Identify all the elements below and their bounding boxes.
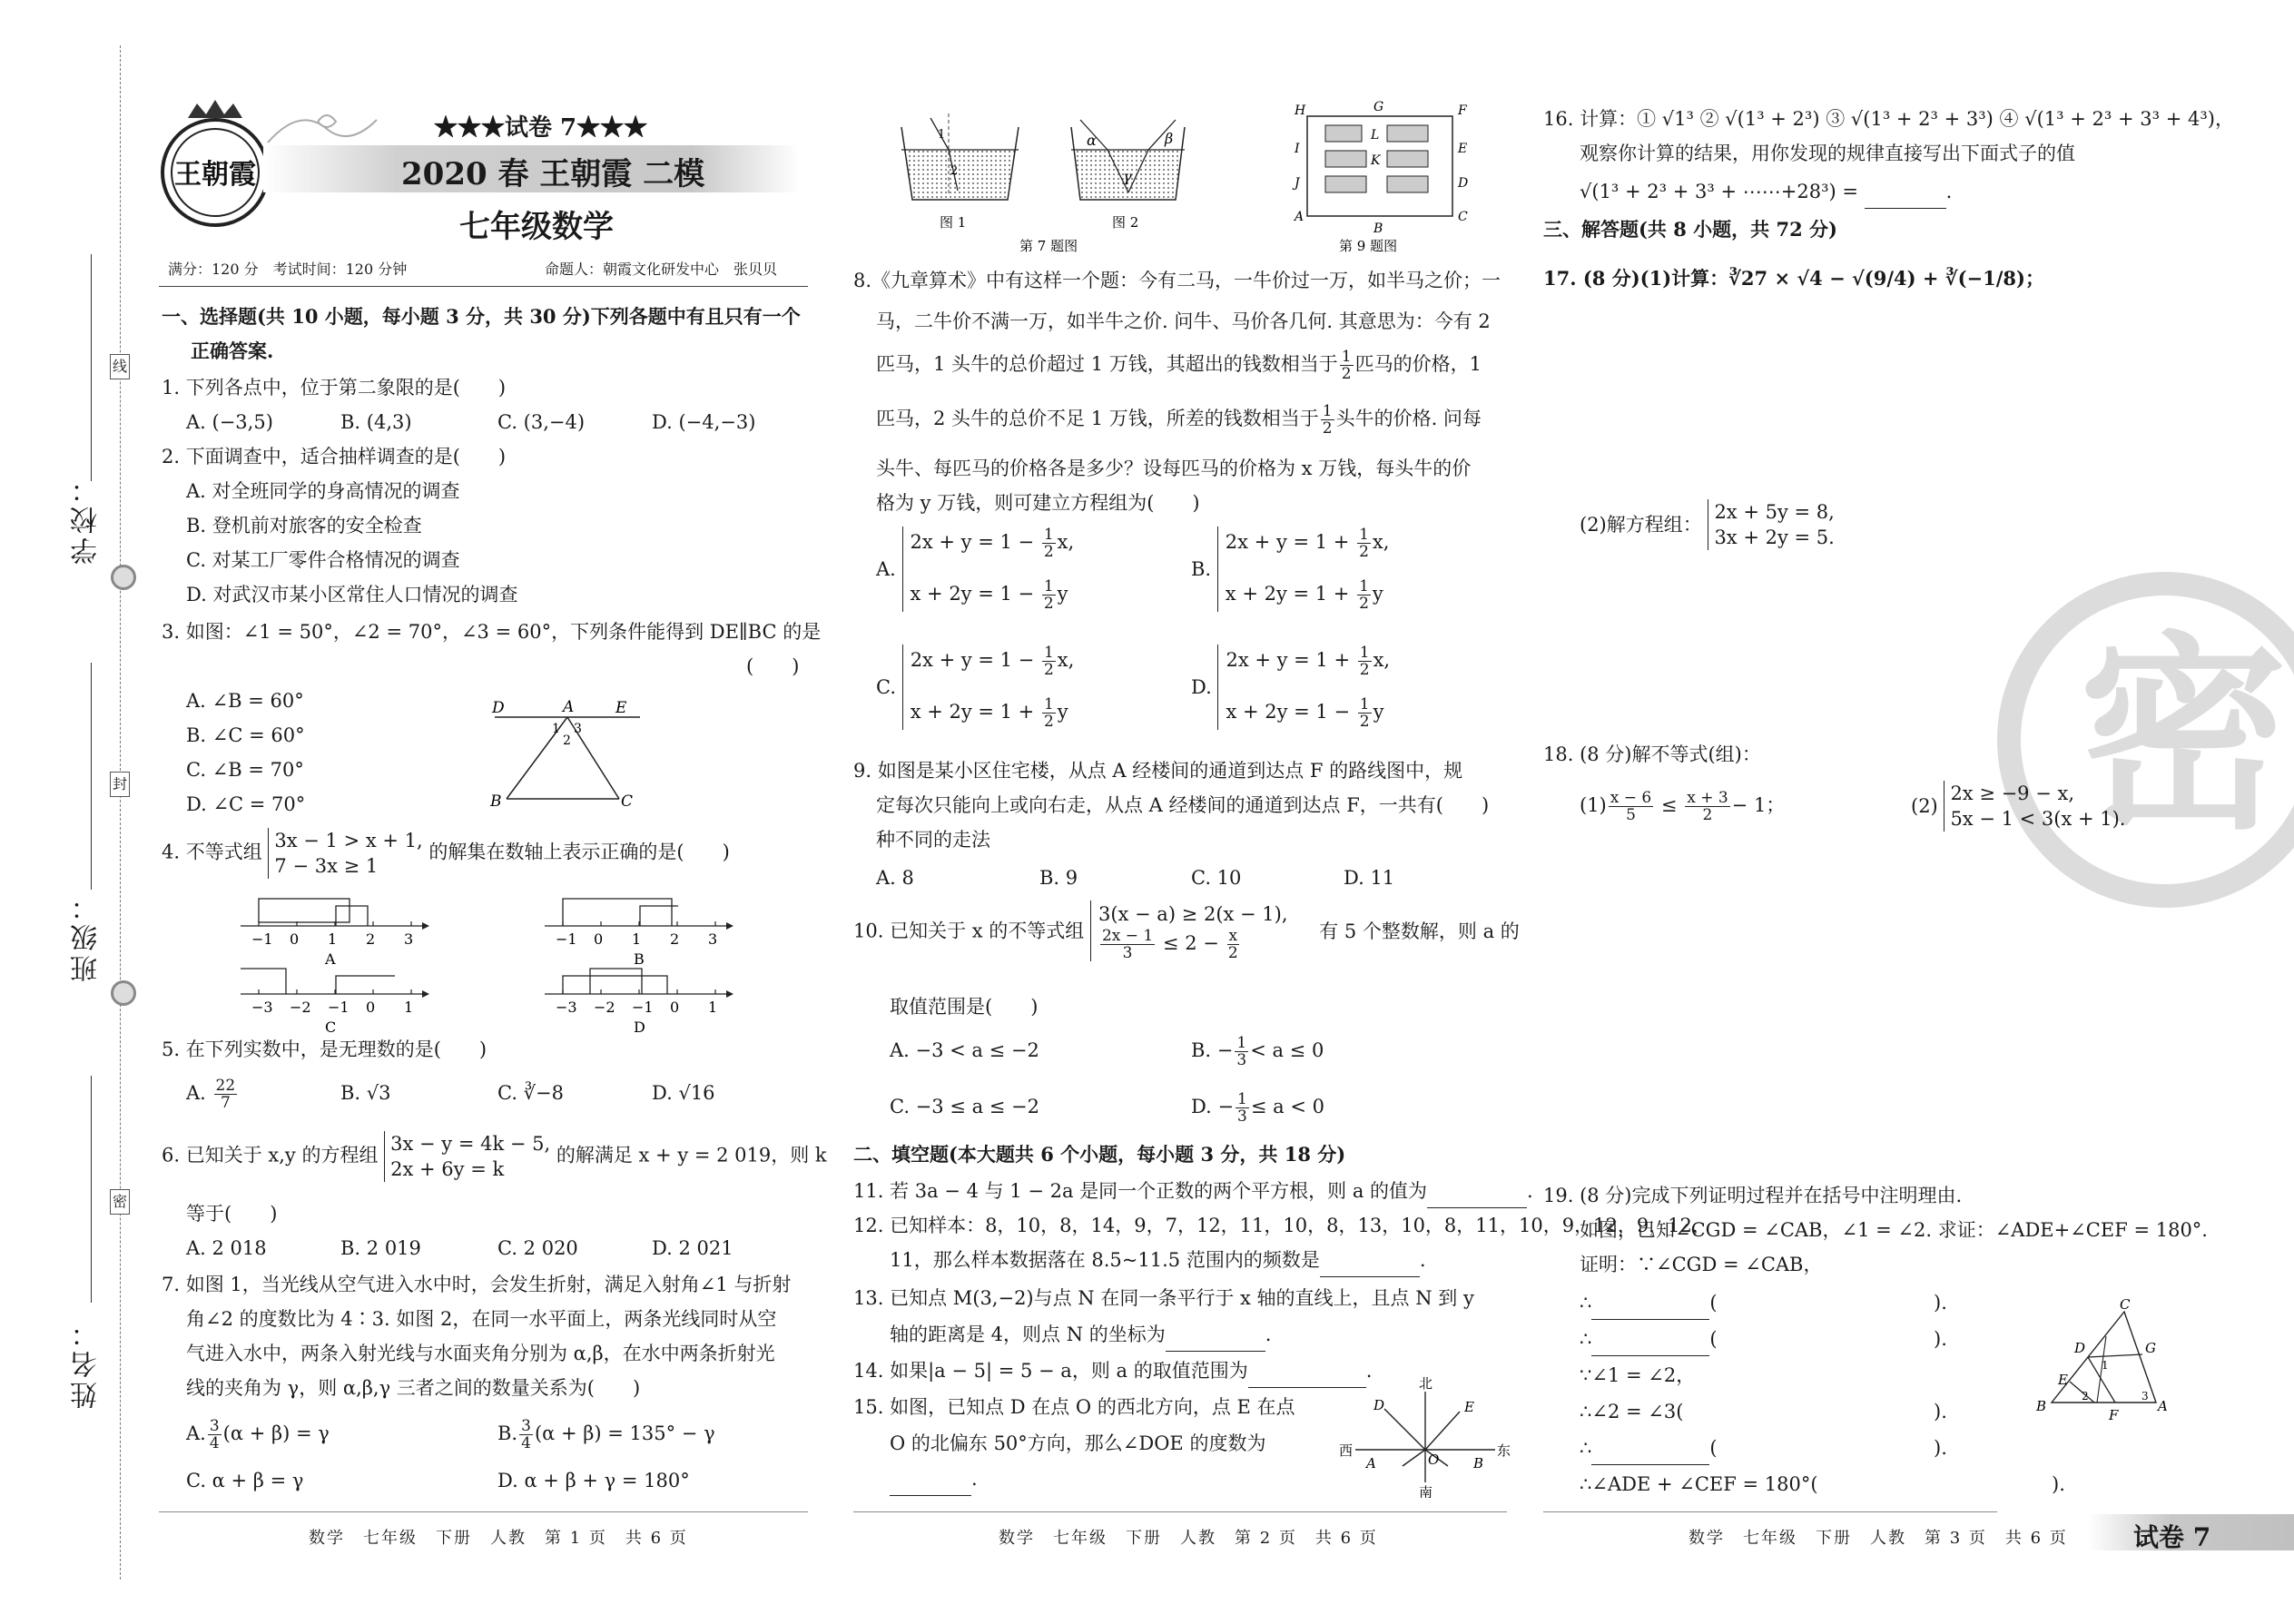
q5-option-a[interactable] (186, 1076, 239, 1111)
q4-tick-label: −1 (251, 930, 273, 948)
footer-rule-3 (1543, 1511, 1997, 1512)
q16-line1: 16. 计算：① √1³ ② √(1³ + 2³) ③ √(1³ + 2³ + 3³) ④ √(1³ + 2³ + 3³ + 4³)， (1543, 108, 2234, 130)
q19-title: 19. (8 分)完成下列证明过程并在括号中注明理由. (1543, 1185, 1963, 1206)
q7-fig1-caption: 图 1 (940, 214, 967, 231)
name-label: 姓名： (71, 1316, 103, 1409)
q16-answer-blank[interactable] (1865, 188, 1946, 209)
svg-text:西: 西 (1339, 1442, 1354, 1459)
q3-label-c: C (621, 792, 634, 811)
q9-option-b[interactable]: B. 9 (1039, 867, 1078, 889)
q3-label-e: E (615, 699, 627, 717)
svg-text:F: F (2109, 1407, 2119, 1423)
q19-step3: ∵∠1 = ∠2， (1580, 1364, 1696, 1386)
seal-char-secret: 密 (110, 1189, 130, 1215)
q3-label-d: D (492, 699, 505, 717)
q4-post: 的解集在数轴上表示正确的是( ) (428, 841, 730, 863)
q7-option-d[interactable]: D. α + β + γ = 180° (497, 1470, 690, 1491)
svg-text:β: β (1165, 130, 1174, 147)
q6-line (162, 1131, 827, 1182)
q9-line3: 种不同的走法 (876, 829, 990, 851)
q18-part1: (1) $\frac{x - 6}{5}$ ≤ $\frac{x + 3}{2}$ − 1； (1580, 789, 1786, 824)
svg-text:I: I (1295, 142, 1300, 156)
svg-text:F: F (1458, 103, 1467, 118)
q6-option-a[interactable]: A. 2 018 (186, 1237, 267, 1259)
q3-option-a[interactable]: A. ∠B = 60° (186, 690, 304, 712)
q18-title: 18. (8 分)解不等式(组)： (1543, 743, 1761, 765)
q19-line2: 证明：∵∠CGD = ∠CAB， (1580, 1254, 1823, 1275)
q2-option-b[interactable]: B. 登机前对旅客的安全检查 (186, 515, 422, 536)
main-title: 2020 春 王朝霞 二模 (401, 156, 705, 192)
q6-sys2: 2x + 6y = k (390, 1158, 505, 1180)
q6-option-d[interactable]: D. 2 021 (652, 1237, 733, 1259)
q8-line5: 头牛、每匹马的价格各是多少？设每匹马的价格为 x 万钱，每头牛的价 (876, 458, 1472, 479)
q11-answer-blank[interactable] (1427, 1187, 1527, 1208)
q7-fig2 (1071, 120, 1185, 231)
svg-text:A: A (1366, 1455, 1376, 1471)
q9-option-c[interactable]: C. 10 (1191, 867, 1242, 889)
section1-title-2: 正确答案. (191, 340, 274, 362)
q4-line (162, 828, 730, 879)
svg-text:O: O (1428, 1452, 1440, 1468)
q3-angle-3: 3 (574, 722, 582, 736)
q8-line2: 马，二牛价不满一万，如半牛之价. 问牛、马价各几何. 其意思为：今有 2 (876, 310, 1491, 332)
q17-answer-area[interactable] (1580, 563, 2215, 726)
q3-option-c[interactable]: C. ∠B = 70° (186, 759, 304, 781)
q4-number-lines (231, 890, 740, 1035)
q4-label-b: B (634, 950, 645, 968)
q4-tick-label: −3 (556, 999, 577, 1016)
q4-tick-label: −1 (632, 999, 654, 1016)
svg-text:1: 1 (2102, 1359, 2109, 1372)
footer-page-2: 数学 七年级 下册 人教 第 2 页 共 6 页 (999, 1529, 1378, 1548)
svg-text:南: 南 (1419, 1484, 1433, 1498)
svg-text:B: B (1373, 221, 1383, 236)
q10-sys1: 3(x − a) ≥ 2(x − 1), (1098, 903, 1288, 925)
svg-text:A: A (2158, 1398, 2168, 1414)
logo-text: 王朝霞 (174, 159, 256, 191)
q19-step5-blank[interactable] (1591, 1444, 1709, 1465)
svg-text:B: B (1473, 1455, 1484, 1471)
svg-text:2: 2 (2082, 1390, 2089, 1403)
q8-option-d[interactable]: D. 2x + y = 1 + $\frac{1}{2}$ x, x + 2y = 1 − $\frac{1}{2}$ y (1191, 644, 1391, 731)
q4-tick-label: 1 (328, 930, 338, 948)
q8-line6: 格为 y 万钱，则可建立方程组为( ) (876, 492, 1200, 514)
q7-option-b[interactable]: B. $\frac{3}{4}$ (α + β) = 135° − γ (497, 1417, 715, 1452)
svg-text:L: L (1371, 128, 1380, 143)
q6-pre: 6. 已知关于 x,y 的方程组 (162, 1144, 379, 1166)
q8-line1: 8.《九章算术》中有这样一个题：今有二马，一牛价过一万，如半马之价；一 (853, 270, 1501, 291)
subject-title: 七年级数学 (459, 209, 614, 245)
logo-emblem (156, 98, 274, 234)
q7-line3: 气进入水中，两条入射光线与水面夹角分别为 α,β，在水中两条折射光 (186, 1343, 775, 1364)
q10-option-a[interactable]: A. −3 < a ≤ −2 (890, 1039, 1039, 1061)
q9-line2: 定每次只能向上或向右走，从点 A 经楼间的通道到达点 F，一共有( ) (876, 794, 1490, 816)
q19-step5: ∴ ( ). (1580, 1431, 1718, 1465)
q3-angle-1: 1 (552, 722, 560, 736)
q4-tick-label: 1 (708, 999, 718, 1016)
q17-part1: 17. (8 分)(1)计算：∛27 × √4 − √(9/4) + ∛(−1/8)； (1543, 267, 2044, 290)
q13-line2: 轴的距离是 4，则点 N 的坐标为 . (890, 1317, 1271, 1352)
q16-line2: 观察你计算的结果，用你发现的规律直接写出下面式子的值 (1580, 143, 2075, 164)
svg-text:D: D (1458, 176, 1469, 191)
q19-step4: ∴∠2 = ∠3( ). (1580, 1401, 1947, 1422)
binding-line (120, 45, 121, 1580)
q1-option-a[interactable]: A. (−3,5) (186, 411, 273, 433)
q4-tick-label: 0 (594, 930, 604, 948)
q7-fig-caption: 第 7 题图 (1019, 238, 1078, 254)
q6-system (384, 1131, 550, 1182)
svg-text:E: E (1464, 1399, 1474, 1415)
q9-line1: 9. 如图是某小区住宅楼，从点 A 经楼间的通道到达点 F 的路线图中，规 (853, 760, 1463, 782)
watermark-text: 密 (2079, 613, 2289, 858)
q3-angle-2: 2 (563, 733, 571, 748)
svg-text:2: 2 (950, 164, 959, 178)
svg-text:α: α (1087, 132, 1097, 149)
q4-label-d: D (634, 1019, 645, 1035)
q5-stem: 5. 在下列实数中，是无理数的是( ) (162, 1038, 487, 1060)
q1-stem: 1. 下列各点中，位于第二象限的是( ) (162, 377, 507, 399)
school-blank[interactable] (91, 254, 92, 481)
q7-option-c[interactable]: C. α + β = γ (186, 1470, 304, 1491)
q19-step2-blank[interactable] (1591, 1335, 1709, 1356)
q10-line: 10. 已知关于 x 的不等式组 3(x − a) ≥ 2(x − 1), $\frac{2x - 1}{3}$ ≤ 2 − $\frac{x}{2}$ 有 5 个整数解，则 a 的 (853, 901, 1520, 961)
q11: 11. 若 3a − 4 与 1 − 2a 是同一个正数的两个平方根，则 a 的值为 . (853, 1174, 1533, 1208)
q6-line2: 等于( ) (186, 1203, 278, 1225)
q10-option-b[interactable]: B. − $\frac{1}{3}$ < a ≤ 0 (1191, 1034, 1324, 1069)
svg-text:J: J (1295, 176, 1300, 191)
q4-label-a: A (325, 950, 336, 968)
q2-option-a[interactable]: A. 对全班同学的身高情况的调查 (186, 480, 460, 502)
q19-figure (2029, 1298, 2174, 1425)
q9-option-a[interactable]: A. 8 (876, 867, 914, 889)
q4-tick-label: 3 (708, 930, 718, 948)
svg-text:K: K (1371, 153, 1381, 168)
q4-tick-label: −2 (290, 999, 311, 1016)
q15-answer-blank[interactable] (890, 1475, 971, 1496)
q2-option-d[interactable]: D. 对武汉市某小区常住人口情况的调查 (186, 584, 518, 605)
q7-fig2-caption: 图 2 (1112, 214, 1139, 231)
q16-line3: √(1³ + 2³ + 3³ + ⋯⋯+28³) = . (1580, 174, 1952, 209)
svg-text:3: 3 (2141, 1390, 2149, 1403)
q3-figure (481, 699, 663, 817)
q19-step1-blank[interactable] (1591, 1299, 1709, 1320)
q2-option-c[interactable]: C. 对某工厂零件合格情况的调查 (186, 549, 460, 571)
q10-option-c[interactable]: C. −3 ≤ a ≤ −2 (890, 1096, 1039, 1117)
seal-char-line: 线 (110, 354, 130, 379)
q12-line2: 11，那么样本数据落在 8.5~11.5 范围内的频数是 . (890, 1243, 1426, 1277)
q13-answer-blank[interactable] (1166, 1331, 1265, 1352)
class-blank[interactable] (91, 663, 92, 890)
svg-text:C: C (1458, 210, 1468, 224)
q13-line1: 13. 已知点 M(3,−2)与点 N 在同一条平行于 x 轴的直线上，且点 N 到 y (853, 1287, 1474, 1309)
q17-part2: (2)解方程组： 2x + 5y = 8, 3x + 2y = 5. (1580, 501, 1835, 548)
q10-option-d[interactable]: D. − $\frac{1}{3}$ ≤ a < 0 (1191, 1090, 1324, 1126)
q4-tick-label: 0 (366, 999, 376, 1016)
q4-sys1: 3x − 1 > x + 1, (274, 830, 423, 851)
q10-line2: 取值范围是( ) (890, 996, 1039, 1018)
q8-line4: 匹马，2 头牛的总价不足 1 万钱，所差的钱数相当于 $\frac{1}{2}$ 头牛的价格. 问每 (876, 402, 1482, 438)
q5-option-d[interactable]: D. √16 (652, 1082, 715, 1104)
q7-option-a[interactable]: A. $\frac{3}{4}$ (α + β) = γ (186, 1417, 330, 1452)
q4-system (268, 828, 422, 879)
q4-label-c: C (325, 1019, 337, 1035)
footer-rule-1 (159, 1511, 808, 1512)
svg-text:A: A (1295, 210, 1305, 224)
q14: 14. 如果|a − 5| = 5 − a，则 a 的取值范围为 . (853, 1353, 1372, 1388)
footer-page-3: 数学 七年级 下册 人教 第 3 页 共 6 页 (1689, 1529, 2068, 1548)
q7-line2: 角∠2 的度数比为 4∶3. 如图 2，在同一水平面上，两条光线同时从空 (186, 1308, 777, 1330)
author-info: 命题人：朝霞文化研发中心 张贝贝 (545, 261, 778, 278)
q8-option-b[interactable]: B. 2x + y = 1 + $\frac{1}{2}$ x, x + 2y = 1 + $\frac{1}{2}$ y (1191, 526, 1390, 613)
q4-sys2: 7 − 3x ≥ 1 (274, 855, 379, 877)
section3-title: 三、解答题(共 8 小题，共 72 分) (1543, 218, 1837, 241)
q4-tick-label: −1 (556, 930, 577, 948)
svg-text:E: E (1458, 142, 1468, 156)
q1-option-b[interactable]: B. (4,3) (340, 411, 412, 433)
q6-option-b[interactable]: B. 2 019 (340, 1237, 421, 1259)
q4-tick-label: 1 (632, 930, 642, 948)
q7-line4: 线的夹角为 γ，则 α,β,γ 三者之间的数量关系为( ) (186, 1377, 641, 1399)
q19-step1: ∴ ( ). (1580, 1285, 1718, 1320)
footer-page-1: 数学 七年级 下册 人教 第 1 页 共 6 页 (309, 1529, 688, 1548)
binding-hole (111, 980, 136, 1006)
school-label: 学校： (71, 472, 103, 565)
q4-tick-label: 1 (404, 999, 414, 1016)
q19-step6: ∴∠ADE + ∠CEF = 180°( ). (1580, 1473, 2065, 1495)
q3-label-b: B (490, 792, 502, 811)
q5-option-c[interactable]: C. ∛−8 (497, 1082, 565, 1104)
q19-line1: 如图，已知∠CGD = ∠CAB，∠1 = ∠2. 求证：∠ADE+∠CEF = 180°. (1580, 1219, 2208, 1241)
svg-text:北: 北 (1419, 1375, 1433, 1392)
class-label: 班级： (71, 890, 103, 982)
q5-fraction: $\frac{22}{7}$ (215, 1077, 236, 1112)
q3-stem: 3. 如图：∠1 = 50°，∠2 = 70°，∠3 = 60°，下列条件能得到 DE∥BC 的是 (162, 621, 822, 643)
q1-option-c[interactable]: C. (3,−4) (497, 411, 586, 433)
q15-figure (1339, 1375, 1511, 1498)
q4-tick-label: −1 (328, 999, 350, 1016)
q4-tick-label: −2 (594, 999, 615, 1016)
svg-text:E: E (2058, 1372, 2068, 1388)
q15-line3: . (890, 1462, 978, 1496)
q9-figure (1289, 98, 1480, 257)
section1-title: 一、选择题(共 10 小题，每小题 3 分，共 30 分)下列各题中有且只有一个 (162, 305, 801, 328)
seal-char-seal: 封 (110, 772, 130, 797)
q2-stem: 2. 下面调查中，适合抽样调查的是( ) (162, 446, 507, 468)
q15-line1: 15. 如图，已知点 D 在点 O 的西北方向，点 E 在点 (853, 1396, 1295, 1418)
q3-option-d[interactable]: D. ∠C = 70° (186, 793, 306, 815)
q6-post: 的解满足 x + y = 2 019，则 k (556, 1144, 827, 1166)
exam-info: 满分：120 分 考试时间：120 分钟 (168, 261, 408, 278)
q8-line3: 匹马，1 头牛的总价超过 1 万钱，其超出的钱数相当于 $\frac{1}{2}$ 匹马的价格，1 (876, 348, 1482, 383)
name-blank[interactable] (91, 1076, 92, 1303)
q7-figure (894, 109, 1212, 254)
q3-option-b[interactable]: B. ∠C = 60° (186, 724, 305, 746)
q4-tick-label: 2 (366, 930, 376, 948)
q3-label-a: A (563, 699, 575, 716)
q9-fig-caption: 第 9 题图 (1339, 238, 1398, 254)
q5-option-b[interactable]: B. √3 (340, 1082, 391, 1104)
q4-tick-label: 0 (670, 999, 680, 1016)
series-label: ★★★试卷 7★★★ (434, 114, 648, 142)
q6-option-c[interactable]: C. 2 020 (497, 1237, 578, 1259)
q18-answer-area[interactable] (1580, 853, 2260, 1162)
q8-option-a[interactable]: A. 2x + y = 1 − $\frac{1}{2}$ x, x + 2y = 1 − $\frac{1}{2}$ y (876, 526, 1075, 613)
q4-tick-label: 3 (404, 930, 414, 948)
svg-text:G: G (1373, 100, 1384, 114)
svg-text:D: D (2074, 1340, 2086, 1356)
q6-sys1: 3x − y = 4k − 5, (390, 1133, 551, 1155)
q15-line2: O 的北偏东 50°方向，那么∠DOE 的度数为 (890, 1432, 1266, 1454)
binding-hole (111, 565, 136, 590)
header-rule (159, 286, 808, 287)
footer-tag: 试卷 7 (2133, 1522, 2211, 1552)
q4-tick-label: −3 (251, 999, 273, 1016)
q12-line1: 12. 已知样本：8，10，8，14，9，7，12，11，10，8，13，10，8，11，10，9，12，9，12， (853, 1215, 1711, 1236)
q18-part2: (2) 2x ≥ −9 − x, 5x − 1 < 3(x + 1). (1911, 782, 2126, 830)
q9-option-d[interactable]: D. 11 (1344, 867, 1395, 889)
q4-tick-label: 2 (670, 930, 680, 948)
svg-text:东: 东 (1497, 1442, 1511, 1459)
footer-rule-2 (853, 1511, 1507, 1512)
svg-text:B: B (2036, 1398, 2047, 1414)
svg-text:C: C (2120, 1298, 2131, 1313)
svg-text:D: D (1373, 1397, 1385, 1413)
q7-line1: 7. 如图 1，当光线从空气进入水中时，会发生折射，满足入射角∠1 与折射 (162, 1274, 792, 1295)
q19-step2: ∴ ( ). (1580, 1322, 1718, 1356)
q5-option-a-label: A. (186, 1082, 206, 1104)
svg-text:G: G (2145, 1340, 2156, 1356)
section2-title: 二、填空题(本大题共 6 个小题，每小题 3 分，共 18 分) (853, 1143, 1346, 1166)
q7-fig1 (901, 113, 1019, 231)
q4-pre: 4. 不等式组 (162, 841, 262, 863)
q8-option-c[interactable]: C. 2x + y = 1 − $\frac{1}{2}$ x, x + 2y = 1 + $\frac{1}{2}$ y (876, 644, 1075, 731)
q4-tick-label: 0 (290, 930, 300, 948)
svg-text:γ: γ (1123, 168, 1132, 185)
q12-answer-blank[interactable] (1320, 1256, 1420, 1277)
svg-text:1: 1 (938, 128, 946, 142)
q3-paren: ( ) (746, 655, 800, 677)
svg-text:H: H (1295, 103, 1306, 118)
q1-option-d[interactable]: D. (−4,−3) (652, 411, 756, 433)
